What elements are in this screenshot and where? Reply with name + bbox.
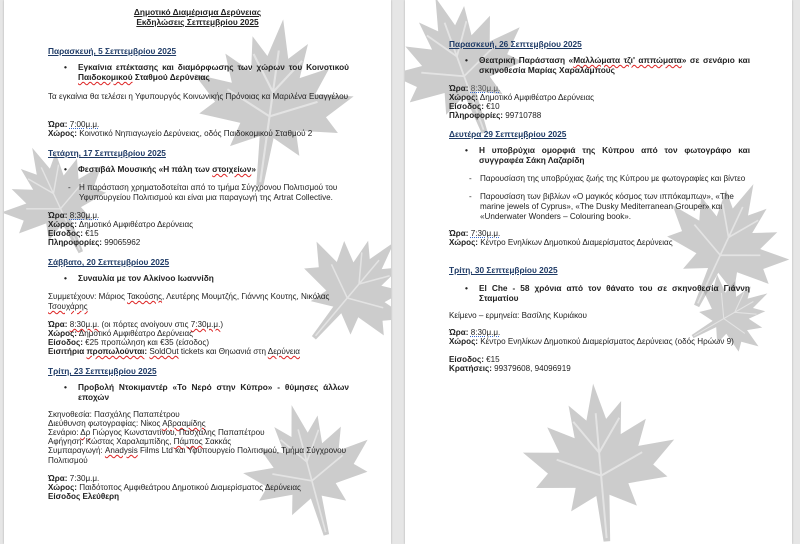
event-place: Χώρος: Δημοτικό Αμφιθέατρο Δερύνειας	[48, 329, 194, 338]
document-page-right	[405, 0, 792, 544]
event-info: Πληροφορίες: 99065962	[48, 238, 141, 247]
event-entry: Είσοδος: €15	[48, 229, 99, 238]
event-title: • Θεατρική Παράσταση «Μαλλώματα τζι' αππώματα» σε σενάριο και σκηνοθεσία Μαρίας Χαραλάμπους	[465, 55, 750, 75]
event-title: • Προβολή Ντοκιμαντέρ «Το Νερό στην Κύπρο» - θύμησες άλλων εποχών	[64, 382, 349, 402]
event-place: Χώρος: Κοινοτικό Νηπιαγωγείο Δερύνειας, οδός Παιδοκομικού Σταθμού 2	[48, 129, 313, 138]
event-tickets: Εισιτήρια προπωλούνται: SoldOut tickets και Θηωανιά στη Δερύνεια	[48, 347, 300, 356]
event-text-credit: Κείμενο – ερμηνεία: Βασίλης Κυριάκου	[449, 311, 587, 320]
event-detail: - Παρουσίαση των βιβλίων «Ο μαγικός κόσμος των ιππόκαμπων», «The marine jewels of Cyprus», «The Dusky Mediterranean Grouper» και «Underwater Wonders – Colouring book».	[469, 192, 750, 222]
title-line-2: Εκδηλώσεις Σεπτεμβρίου 2025	[136, 17, 259, 27]
event-entry: Είσοδος Ελεύθερη	[48, 492, 120, 501]
event-time: Ώρα: 7:30μ.μ.	[48, 474, 100, 483]
event-script: Σενάριο: Δρ Γιώργος Κωνσταντίνου, Πασχάλης Παπαπέτρου	[48, 428, 265, 437]
event-place: Χώρος: Κέντρο Ενηλίκων Δημοτικού Διαμερίσματος Δερύνειας (οδός Ηρώων 9)	[449, 337, 734, 346]
event-time: Ώρα: 8:30μ.μ. (οι πόρτες ανοίγουν στις 7:30μ.μ.)	[48, 320, 224, 329]
event-entry: Είσοδος: €25 προπώληση και €35 (είσοδος)	[48, 338, 210, 347]
event-title: • Συναυλία με τον Αλκίνοο Ιωαννίδη	[64, 273, 349, 283]
event-time: Ώρα: 7:30μ.μ.	[449, 229, 501, 238]
event-place: Χώρος: Κέντρο Ενηλίκων Δημοτικού Διαμερίσματος Δερύνειας	[449, 238, 673, 247]
event-entry: Είσοδος: €10	[449, 102, 500, 111]
event-date: Παρασκευή, 26 Σεπτεμβρίου 2025	[449, 39, 582, 49]
event-reservations: Κρατήσεις: 99379608, 94096919	[449, 364, 571, 373]
event-date: Σάββατο, 20 Σεπτεμβρίου 2025	[48, 257, 170, 267]
event-info: Πληροφορίες: 99710788	[449, 111, 542, 120]
document-page-left	[4, 0, 391, 544]
event-photography: Διεύθυνση φωτογραφίας: Νίκος Αβρααμίδης	[48, 419, 206, 428]
event-date: Τρίτη, 23 Σεπτεμβρίου 2025	[48, 366, 157, 376]
event-description: Τα εγκαίνια θα τελέσει η Υφυπουργός Κοινωνικής Πρόνοιας κα Μαριλένα Ευαγγέλου	[48, 92, 349, 101]
event-time: Ώρα: 8:30μ.μ.	[48, 211, 100, 220]
event-place: Χώρος: Δημοτικό Αμφιθέατρο Δερύνειας	[449, 93, 595, 102]
event-entry: Είσοδος: €15	[449, 355, 500, 364]
event-time: Ώρα: 8:30μ.μ.	[449, 84, 501, 93]
event-date: Παρασκευή, 5 Σεπτεμβρίου 2025	[48, 46, 177, 56]
document-title	[4, 7, 391, 27]
event-place: Χώρος: Παιδότοπος Αμφιθεάτρου Δημοτικού Διαμερίσματος Δερύνειας	[48, 483, 301, 492]
event-time: Ώρα: 7:00μ.μ.	[48, 120, 100, 129]
event-place: Χώρος: Δημοτικό Αμφιθέατρο Δερύνειας	[48, 220, 194, 229]
event-title: • Εγκαίνια επέκτασης και διαμόρφωσης των χώρων του Κοινοτικού Παιδοκομικού Σταθμού Δερύνειας	[64, 62, 349, 82]
event-production: Συμπαραγωγή: Anadysis Films Ltd και Υφυπουργείο Πολιτισμού, Τμήμα Σύγχρονου Πολιτισμού	[48, 446, 347, 465]
event-date: Δευτέρα 29 Σεπτεμβρίου 2025	[449, 129, 567, 139]
title-line-1: Δημοτικό Διαμέρισμα Δερύνειας	[133, 7, 262, 17]
event-title: • El Che - 58 χρόνια από τον θάνατο του σε σκηνοθεσία Γιάννη Σταματίου	[465, 283, 750, 303]
event-title: • Η υποβρύχια ομορφιά της Κύπρου από τον φωτογράφο και συγγραφέα Σάκη Λαζαρίδη	[465, 145, 750, 165]
event-title: • Φεστιβάλ Μουσικής «Η πάλη των στοιχείων»	[64, 164, 349, 174]
event-time: Ώρα: 8:30μ.μ.	[449, 328, 501, 337]
event-date: Τρίτη, 30 Σεπτεμβρίου 2025	[449, 265, 558, 275]
event-director: Σκηνοθεσία: Πασχάλης Παπαπέτρου	[48, 410, 180, 419]
event-date: Τετάρτη, 17 Σεπτεμβρίου 2025	[48, 148, 166, 158]
event-detail: - Παρουσίαση της υποβρύχιας ζωής της Κύπρου με φωτογραφίες και βίντεο	[469, 174, 750, 184]
event-performers: Συμμετέχουν: Μάριος Τακούσης, Λευτέρης Μουμτζής, Γιάννης Κουτης, Νικόλας Τσουχάρης	[48, 292, 330, 311]
event-narration: Αφήγηση: Κώστας Χαραλαμπίδης, Πάμπος Σακκάς	[48, 437, 232, 446]
event-description: - Η παράσταση χρηματοδοτείται από το τμήμα Σύγχρονου Πολιτισμού του Υφυπουργείου Πολιτισμού και είναι μια παραγωγή της Artrat Collective.	[68, 183, 349, 203]
